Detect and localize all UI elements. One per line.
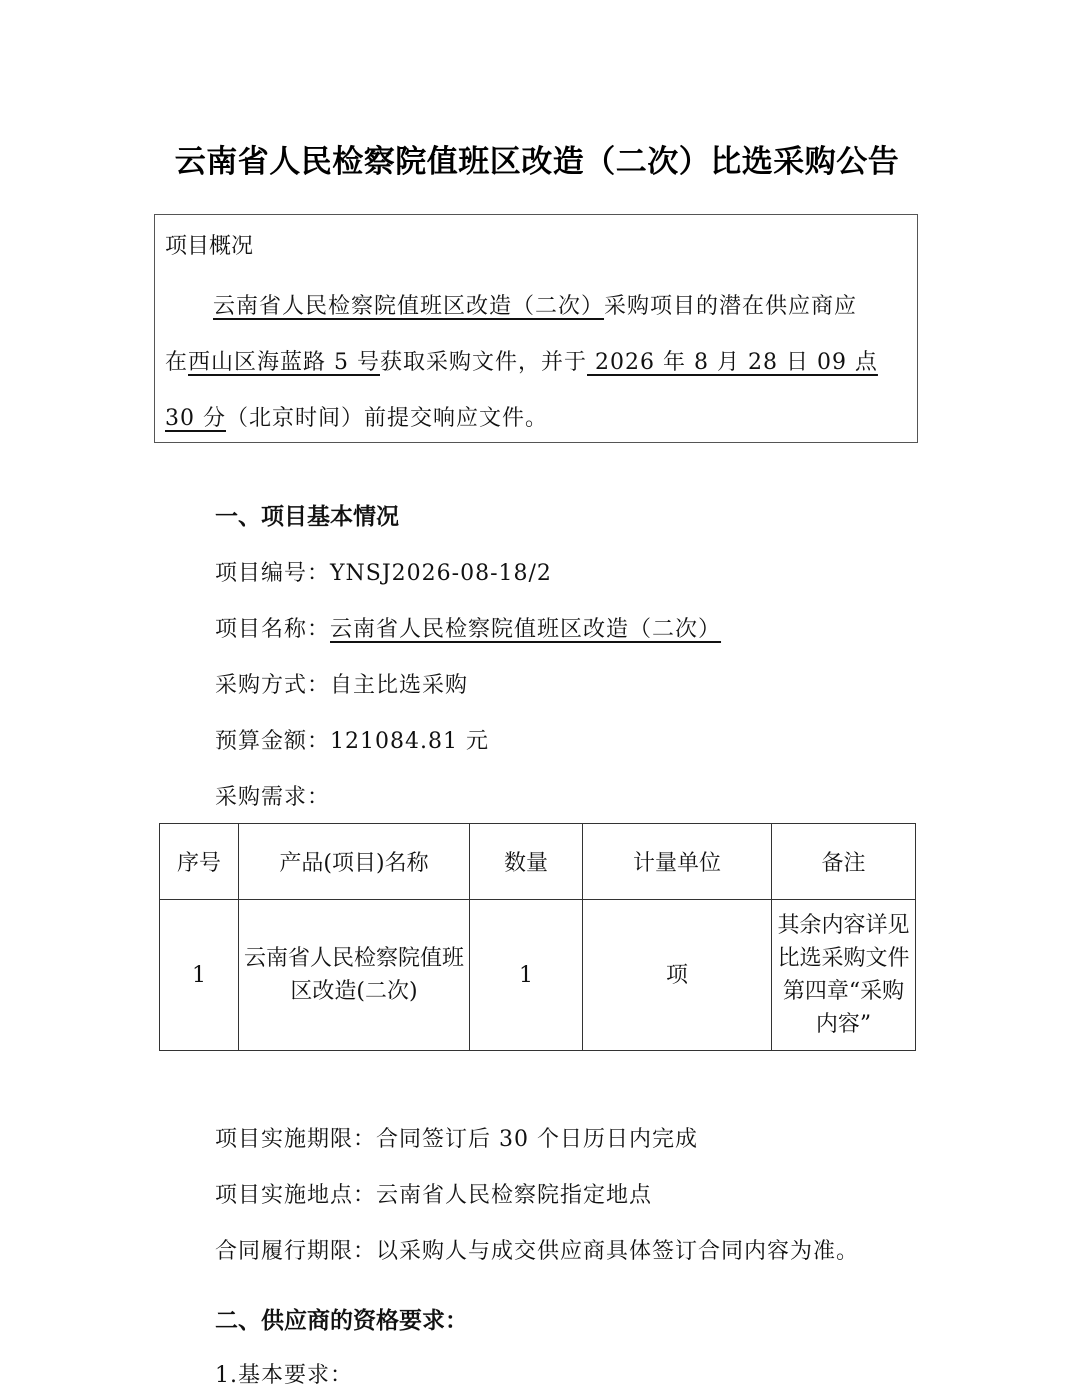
table-cell: 项: [583, 900, 772, 1051]
table-header-row: [160, 824, 916, 900]
table-cell: 云南省人民检察院值班区改造(二次): [239, 900, 470, 1051]
table-cell: 1: [470, 900, 583, 1051]
overview-line-3: [165, 401, 548, 432]
overview-heading: 项目概况: [165, 234, 254, 259]
project-name-line: [215, 612, 721, 643]
overview-project-name: 云南省人民检察院值班区改造（二次）: [213, 294, 605, 319]
table-header-cell: 计量单位: [583, 824, 772, 900]
section-1-heading: 一、项目基本情况: [215, 504, 399, 530]
section-2-heading: 二、供应商的资格要求：: [215, 1308, 468, 1334]
overview-address: 西山区海蓝路 5 号: [188, 350, 380, 375]
table-header-cell: 数量: [470, 824, 583, 900]
overview-line-2: [165, 345, 878, 376]
project-name-label: 项目名称：: [215, 617, 331, 642]
overview-deadline-time: 30 分: [165, 406, 226, 431]
demand-label: 采购需求：: [215, 785, 331, 810]
table-header-cell: 产品(项目)名称: [239, 824, 470, 900]
implementation-period: 项目实施期限：合同签订后 30 个日历日内完成: [215, 1127, 698, 1152]
procurement-method: 采购方式：自主比选采购: [215, 673, 469, 698]
project-name-value: 云南省人民检察院值班区改造（二次）: [330, 617, 722, 642]
budget-amount: 预算金额：121084.81 元: [215, 729, 489, 754]
overview-line-2-prefix: 在: [165, 350, 189, 375]
table-row: [160, 900, 916, 1051]
overview-deadline-date: 2026 年 8 月 28 日 09 点: [587, 350, 878, 375]
table-header-cell: 序号: [160, 824, 239, 900]
overview-line-3-rest: （北京时间）前提交响应文件。: [226, 406, 549, 431]
overview-line-2-mid: 获取采购文件，并于: [380, 350, 588, 375]
contract-period: 合同履行期限：以采购人与成交供应商具体签订合同内容为准。: [215, 1239, 860, 1264]
table-header-cell: 备注: [772, 824, 916, 900]
project-number: 项目编号：YNSJ2026-08-18/2: [215, 561, 552, 586]
basic-requirements: 1.基本要求：: [215, 1363, 353, 1388]
requirements-table: [159, 823, 916, 1051]
project-overview-box: [154, 214, 918, 443]
overview-line-1-rest: 采购项目的潜在供应商应: [604, 294, 858, 319]
implementation-location: 项目实施地点：云南省人民检察院指定地点: [215, 1183, 653, 1208]
page-title: 云南省人民检察院值班区改造（二次）比选采购公告: [174, 144, 900, 180]
overview-line-1: [213, 289, 857, 320]
table-cell: 1: [160, 900, 239, 1051]
table-cell: 其余内容详见比选采购文件第四章“采购内容”: [772, 900, 916, 1051]
